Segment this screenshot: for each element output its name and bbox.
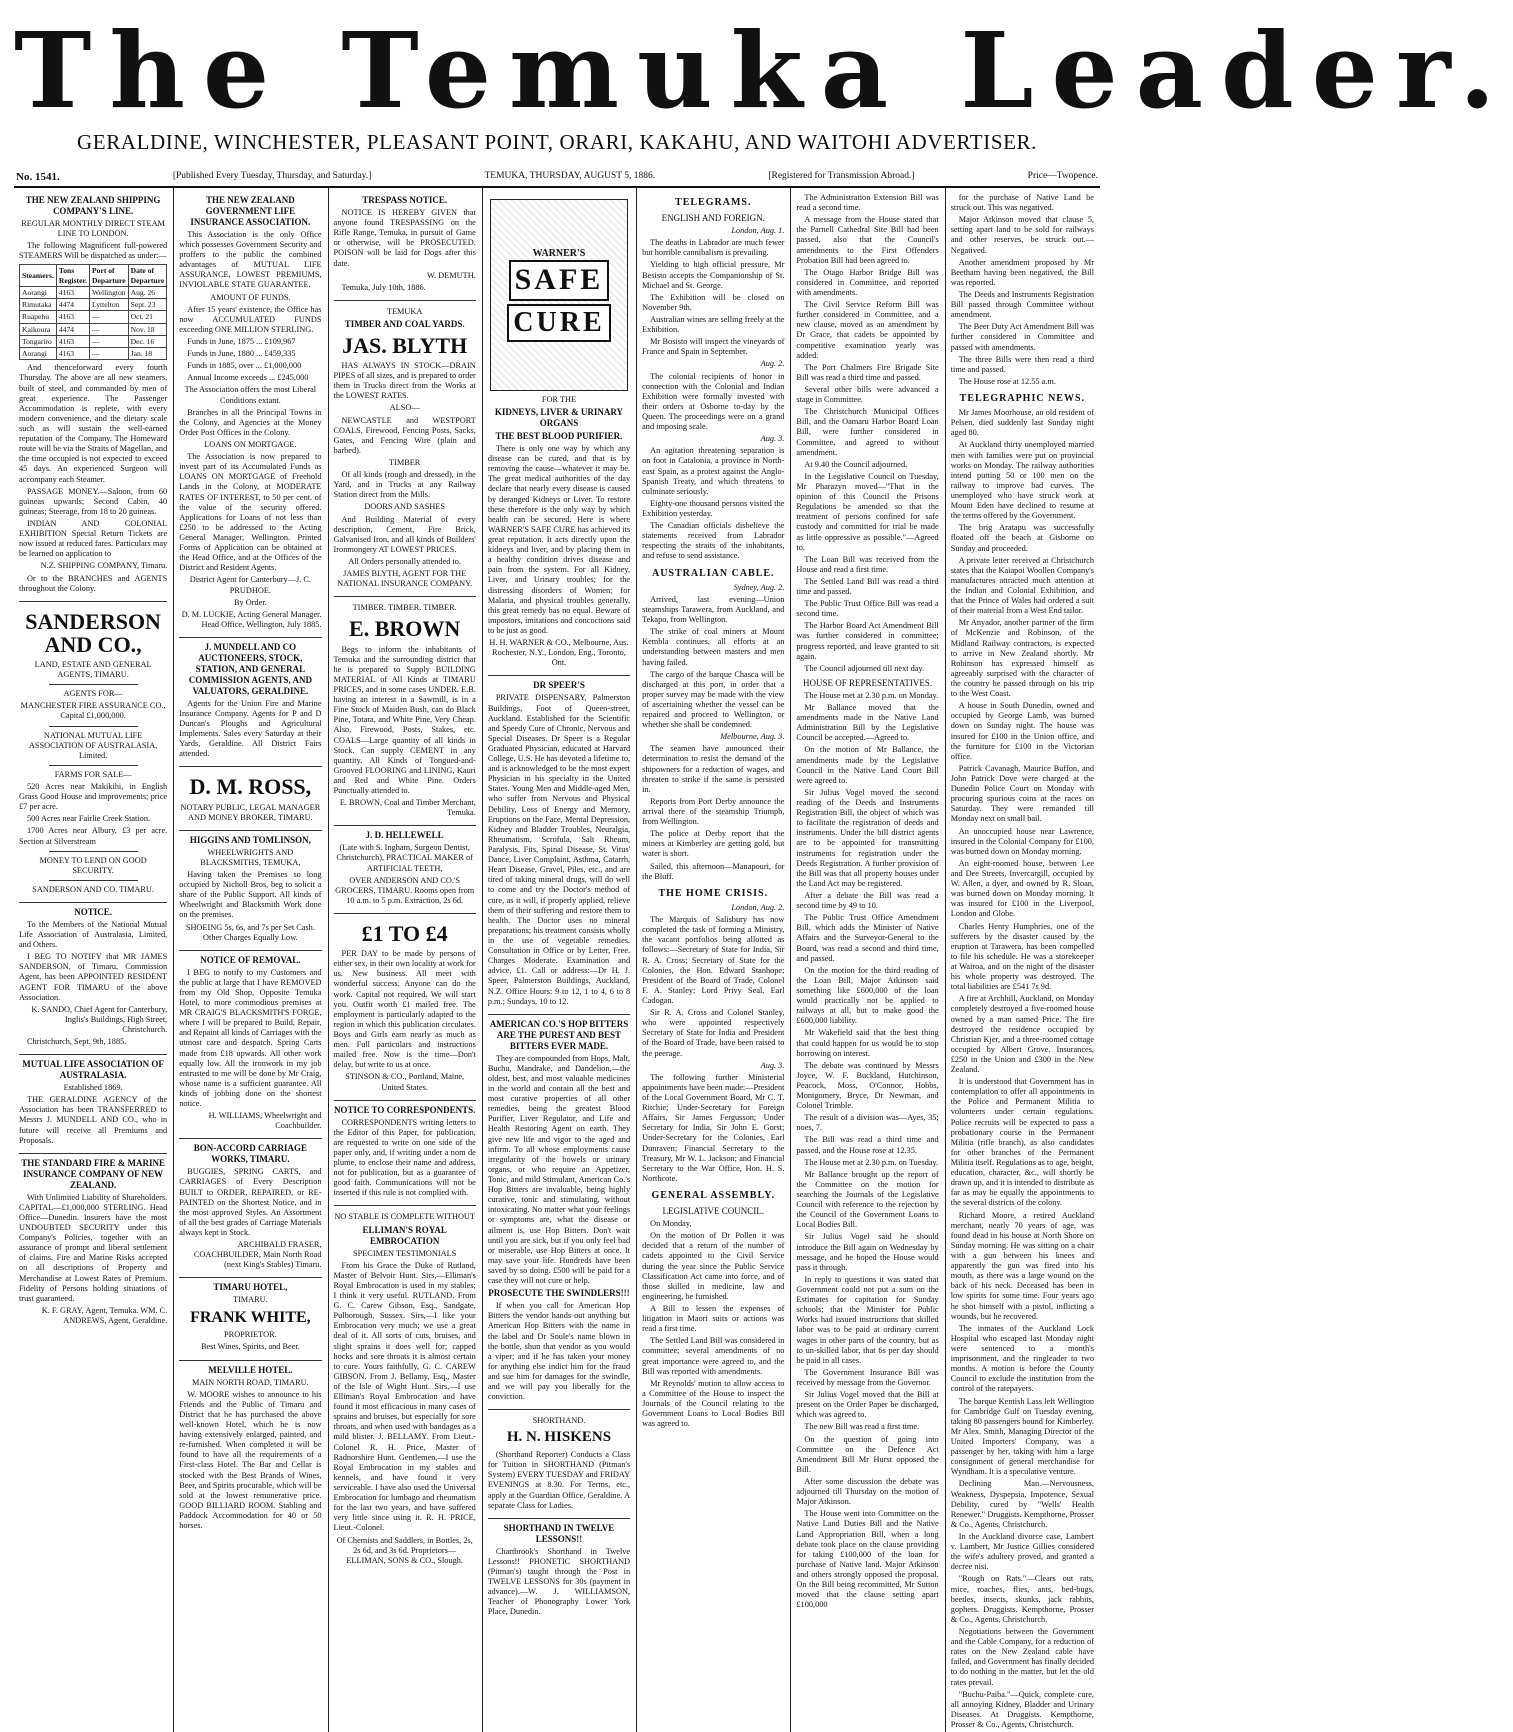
trespass-notice-ad [334, 191, 476, 301]
melville-hotel-ad [179, 1361, 321, 1539]
table-row [20, 348, 167, 360]
ad-text: I BEG to notify to my Customers and the public at large that I have REMOVED from my Old Shop, Opposite Temuka Hotel, to more commodious premises at MR CRAIG'S BLACKSMITH'S FORGE, where I will be prepared to Build, Repair, and Repaint all kinds of Carriages with the utmost care and despatch. Spring Carts made from £18 upwards. All other work equally low. All the ironwork in my job entrusted to me will be done by Mr Craig, whose name is a sufficient guarantee. All kinds of jobbing done on the shortest notice. [179, 967, 322, 1109]
news-paragraph: Patrick Cavanagh, Maurice Buffon, and John Patrick Dove were charged at the Dunedin Police Court on Monday with procuring spurious coins at the races on Saturday. They were remanded till Monday next on small bail. [950, 763, 1094, 824]
news-paragraph: The Civil Service Reform Bill was further considered in Committee, and a new clause, moved as an amendment by Dr Grace, that cadets be appointed by competitive examination yearly was added. [796, 300, 939, 360]
news-paragraph: In the Auckland divorce case, Lambert v. Lambert, Mr Justice Gillies considered the wife's adultery proved, and granted a decree nisi. [950, 1531, 1094, 1572]
section-heading: TELEGRAMS. [675, 197, 752, 208]
dateline [14, 163, 1100, 188]
ad-text: Agents for the Union Fire and Marine Insurance Company. Agents for P and D Duncan's Ploughs and Agricultural Implements. Sales every Saturday at their Yards, Geraldine. All District Fairs attended. [179, 698, 322, 759]
ad-text: Branches in all the Principal Towns in the Colony, and Agencies at the Money Order Post Offices in the Colony. [179, 407, 322, 437]
news-paragraph: The House rose at 12.55 a.m. [958, 376, 1056, 386]
ad-text: Funds in 1885, over ... £1,000,000 [187, 361, 302, 371]
ad-text: TIMBER. TIMBER. TIMBER. [352, 603, 457, 613]
news-paragraph: Reports from Port Derby announce the arrival there of the steamship Triumph, from Wellington. [642, 796, 785, 827]
ad-subtitle: TIMARU. [232, 1295, 268, 1305]
ad-subtitle: (Late with S. Ingham, Surgeon Dentist, Christchurch), PRACTICAL MAKER of ARTIFICIAL TEETH, [336, 843, 473, 873]
news-paragraph: A Bill to lessen the expenses of litigation in Maori suits or actions was read a first time. [642, 1303, 785, 1334]
news-paragraph: In the Legislative Council on Tuesday, Mr Pharazyn moved—"That in the opinion of this Council the Prisons Regulations be amended so that the treatment of persons confined for safe custody and committed for trial be made as little oppressive as possible."—Agreed to. [796, 471, 939, 552]
ad-subtitle: REGULAR MONTHLY DIRECT STEAM LINE TO LONDON. [21, 218, 165, 239]
ad-text: Chartbrook's Shorthand in Twelve Lessons!! PHONETIC SHORTHAND (Pitman's) taught through the Post in TWELVE LESSONS for 30s (payment in advance).—W. J. WILLIAMSON, Teacher of Phonography Lower York Place, Dunedin. [487, 1546, 631, 1617]
masthead-title: The Temuka Leader. [14, 9, 1513, 132]
news-paragraph: Arrived, last evening—Union steamships Tarawera, from Auckland, and Tekapo, from Wellington. [642, 594, 785, 625]
ad-text: From his Grace the Duke of Rutland, Master of Belvoir Hunt. Sirs,—Elliman's Royal Embrocation is used in my stables; I think it very useful. RUTLAND. From G. C. Carew Gibson, Esq., Sandgate, Pulborough, Sussex. Sirs,—I like your Embrocation very much; we use a great deal of it. All sorts of cuts, bruises, and slight sprains it does well for; capped hocks and sore throats it is almost certain to cure. Yours faithfully, G. C. CAREW GIBSON. From J. Bellamy, Esq., Master of the Isle of Wight Hunt. Sirs,—I use Elliman's Royal Embrocation and have found it most efficacious in many cases of sprains and bruises, but especially for sore throats, and when used with bandages as a mild blister. J. BELLAMY. From Lieut.-Colonel R. H. Price, Master of Radnorshire Hunt. Gentlemen,—I use the Royal Embrocation in my stables and kennels, and have found it very serviceable. I have also used the Universal Embrocation for lumbago and rheumatism for the last two years, and have suffered very little since using it. R. H. PRICE, Lieut.-Colonel. [333, 1260, 476, 1533]
ad-title: NOTICE OF REMOVAL. [200, 954, 301, 965]
news-paragraph: On the question of going into Committee on the Defence Act Amendment Bill Mr Hurst opposed the Bill. [796, 1434, 939, 1474]
ad-headline: D. M. ROSS, [189, 774, 312, 800]
section-subheading: HOUSE OF REPRESENTATIVES. [803, 677, 933, 688]
ad-headline: E. BROWN [349, 616, 461, 642]
ad-text: PROPRIETOR. [224, 1330, 277, 1340]
news-paragraph: The barque Kentish Lass left Wellington for Cambridge Gulf on Tuesday evening, taking 80 passengers bound for Kimberley. Mr Alex. Smith, Managing Director of the United Importers' Company, was a passenger by her, taking with him a large consignment of general merchandise for Wyndham. It is a speculative venture. [950, 1396, 1094, 1477]
ad-text: INDIAN AND COLONIAL EXHIBITION Special Return Tickets are now issued at reduced fares. Particulars may be learned on application to [19, 519, 168, 559]
column-6 [791, 188, 945, 1732]
news-paragraph: On the motion of Dr Pollen it was decided that a return of the number of cadets appointed to the Civil Service during the year since the Public Service Classification Act came into force, and of those skilled in medicine, law and engineering, be furnished. [642, 1231, 785, 1301]
ad-text: And thenceforward every fourth Thursday. The above are all new steamers, built of steel, and commanded by men of great experience. The Passenger Accommodation is replete, with every modern convenience, and the dietary scale such as will sustain the well-earned reputation of the Company. The Homeward route will be via the Straits of Magellan, and the time occupied is not expected to exceed 45 days. An experienced Surgeon will accompany each Steamer. [19, 363, 168, 484]
column-3 [329, 188, 483, 1732]
ad-title: SHORTHAND IN TWELVE LESSONS!! [503, 1522, 615, 1544]
news-paragraph: The three Bills were then read a third time and passed. [950, 354, 1094, 374]
ad-text: THE GERALDINE AGENCY of the Association has been TRANSFERRED to Messrs J. MUNDELL AND CO., who in future will receive all Premiums and Proposals. [19, 1095, 168, 1145]
ad-title: KIDNEYS, LIVER & URINARY ORGANS [494, 407, 624, 429]
hiskens-shorthand-ad [488, 1410, 630, 1519]
ad-headline: H. N. HISKENS [506, 1429, 612, 1446]
bon-accord-ad [179, 1139, 321, 1278]
ad-text: NO STABLE IS COMPLETE WITHOUT [334, 1212, 475, 1222]
ad-title: ELLIMAN'S ROYAL EMBROCATION [362, 1224, 447, 1246]
ad-text: The Association offers the most Liberal Conditions extant. [184, 385, 317, 405]
news-paragraph: Sir Julius Vogel moved that the Bill at present on the Order Paper be discharged, which was agreed to. [796, 1390, 939, 1420]
removal-notice-ad [179, 951, 321, 1140]
ad-text: 1700 Acres near Albury, £3 per acre. Section at Silverstream [19, 826, 168, 846]
ad-text: Begs to inform the inhabitants of Temuka and the surrounding district that he is prepared to Supply BUILDING MATERIAL of All Kinds at TIMARU PRICES, and in some cases UNDER. E.B. having an interest in a Sawmill, is in a Fine Stock of Maiden Bush, can do Black Pine, Totara, and White Pine, Very Cheap. Also, Firewood, Posts, Stakes, etc. COALS—Large quantity of all kinds in Stock. Can supply CEMENT in any quantity. All Kinds of Tongued-and-Grooved FLOORING and LINING, Kauri and Red and White Pine. Orders Punctually attended to. [333, 644, 476, 796]
news-paragraph: Mr Bosisto will inspect the vineyards of France and Spain in September. [642, 337, 785, 357]
ad-text: SHORTHAND. [532, 1416, 586, 1426]
news-dateline: Aug. 2. [760, 359, 785, 369]
steamer-schedule-table [19, 264, 167, 360]
ad-title: THE NEW ZEALAND SHIPPING COMPANY'S LINE. [25, 195, 161, 216]
schedule-header-cell: Tons Register. [56, 265, 89, 287]
mutual-life-ad [19, 1055, 167, 1154]
news-paragraph: On Monday, [650, 1219, 692, 1229]
news-paragraph: Sir R. A. Cross and Colonel Stanley, who were appointed respectively Secretary of State for India and President of the Board of Trade, have been raised to the peerage. [642, 1008, 785, 1058]
ad-title: THE NEW ZEALAND GOVERNMENT LIFE INSURANCE ASSOCIATION. [190, 195, 311, 227]
ad-signature: W. DEMUTH. [427, 270, 476, 280]
news-paragraph: An unoccupied house near Lawrence, insured in the Colonial Company for £100, was burned down on Monday morning. [950, 826, 1094, 856]
hop-bitters-ad [488, 1015, 630, 1410]
news-paragraph: The colonial recipients of honor in connection with the Colonial and Indian Exhibition were formally invested with their orders at Osborne to-day by the Queen. The proceedings were on a grand and imposing scale. [642, 371, 785, 432]
schedule-cell: — [90, 311, 129, 323]
news-paragraph: Mr Wakefield said that the best thing that could happen for us would be to stop borrowing on interest. [796, 1028, 939, 1058]
news-dateline: Melbourne, Aug. 3. [720, 732, 785, 742]
ad-signature: Of Chemists and Saddlers, in Bottles, 2s, 2s 6d, and 3s 6d. Proprietors—ELLIMAN, SONS & CO., Slough. [336, 1535, 473, 1565]
ad-signature: JAMES BLYTH, AGENT FOR THE NATIONAL INSURANCE COMPANY. [337, 569, 473, 589]
schedule-cell: — [90, 323, 129, 335]
news-paragraph: After a debate the Bill was read a second time by 49 to 10. [796, 890, 939, 911]
ad-text: PASSAGE MONEY.—Saloon, from 60 guineas upwards; Second Cabin, 40 guineas; Steerage, from 18 to 20 guineas. [19, 486, 168, 516]
ad-text: After 15 years' existence, the Office has now ACCUMULATED FUNDS exceeding ONE MILLION STERLING. [179, 304, 322, 334]
schedule-cell: — [90, 335, 129, 347]
higgins-ad [179, 831, 321, 951]
ad-signature: H. H. WARNER & CO., Melbourne, Aus. Rochester, N.Y., London, Eng., Toronto, Ont. [489, 638, 629, 668]
ad-subtitle: MAIN NORTH ROAD, TIMARU. [192, 1377, 309, 1387]
schedule-cell: Lyttelton [90, 299, 129, 311]
news-paragraph: The following further Ministerial appointments have been made:—President of the Local Government Board, Mr C. T. Ritchie; Under-Secretary for Foreign Affairs, Sir James Fergusson; Under Secretary for India, Sir John E. Gorst; Under-Secretary for the Colonies, Earl Dunraven; Financial Secretary to the Treasury, Mr W. L. Jackson; and Financial Secretary to the War Office, Hon. H. S. Northcote. [642, 1072, 785, 1183]
bottle-label-cure: CURE [507, 304, 610, 342]
ad-text: 500 Acres near Fairlie Creek Station. [27, 814, 151, 824]
ad-text: PER DAY to be made by persons of either sex, in their own locality at work for us. New business. All meet with wonderful success. Anyone can do the work. Capital not required. We will start you. Outfit worth £1 mailed free. The employment is particularly adapted to the region in which this publication circulates. Boys and Girls earn nearly as much as men. Full particulars and instructions mailed free. Now is the time—Don't delay, but write to us at once. [333, 949, 476, 1070]
ad-text: HAS ALWAYS IN STOCK—DRAIN PIPES of all sizes, and is prepared to order them in Trucks direct from the Works at the LOWEST RATES. [333, 361, 476, 401]
news-paragraph: In reply to questions it was stated that Government could not put a sum on the Estimates for capitation for Sunday schools; that the Minister for Public Works had issued instructions that skilled labor was to be paid at ordinary current wages in other parts of the country, but as to un-skilled labor, that 6s per day should be paid in all cases. [796, 1274, 939, 1365]
schedule-cell: Rimutaka [20, 299, 57, 311]
column-1 [14, 188, 174, 1732]
schedule-cell: Aorangi [20, 286, 57, 298]
mundell-ad [179, 638, 321, 768]
column-5 [637, 188, 791, 1732]
ad-text: (Shorthand Reporter) Conducts a Class for Tuition in SHORTHAND (Pitman's System) EVERY TUESDAY and FRIDAY EVENINGS at 8.30. For Terms, etc., apply at the Guardian Office, Geraldine. A separate Class for Ladies. [487, 1450, 631, 1510]
schedule-cell: Oct. 21 [128, 311, 167, 323]
section-subheading: LEGISLATIVE COUNCIL. [662, 1206, 764, 1217]
ad-signature: E. BROWN, Coal and Timber Merchant, Temuka. [339, 798, 476, 818]
ad-title: MUTUAL LIFE ASSOCIATION OF AUSTRALASIA. [22, 1059, 164, 1081]
ad-text: TEMUKA [386, 306, 423, 316]
ad-headline: SANDERSON AND CO., [25, 608, 161, 657]
ad-text: W. MOORE wishes to announce to his Friends and the Public of Timaru and District that he has purchased the above well-known Hotel, which he is now having extensively enlarged, painted, and re-furnished. When completed it will be found to have all the requirements of a First-class Hotel. The Bar and Cellar is stocked with the Best Brands of Wines, Beer, and Spirits procurable, which will be sold at the lowest remunerative price. GOOD BILLIARD ROOM. Stabling and Paddock Accommodation for 40 or 50 horses. [179, 1389, 322, 1531]
ad-text: Of all kinds (rough and dressed), in the Yard, and in Trucks at any Railway Station direct from the Mills. [333, 470, 476, 500]
ad-title: NOTICE TO CORRESPONDENTS. [333, 1104, 476, 1115]
schedule-cell: Kaikoura [20, 323, 57, 335]
warner-safe-cure-ad [488, 191, 630, 676]
table-row [20, 299, 167, 311]
ad-text: MONEY TO LEND ON GOOD SECURITY. [39, 855, 147, 875]
news-paragraph: The Exhibition will be closed on November 9th. [642, 292, 785, 312]
schedule-cell: Jan. 18 [128, 348, 167, 360]
news-paragraph: The House went into Committee on the Native Land Duties Bill and the Native Land Appropriation Bill, when a long debate took place on the clause providing for taking £100,000 of the loan for purchase of Native land. Major Atkinson and others strongly opposed the proposal. On the Bill being recommitted, Mr Sutton moved that the clause setting apart £100,000 [796, 1509, 939, 1610]
news-paragraph: The debate was continued by Messrs Joyce, W. F. Buckland, Hutchinson, Peacock, Moss, O'Connor, Hobbs, Montgomery, Bryce, Dr Newman, and Colonel Trimble. [796, 1060, 939, 1111]
ad-title: J. D. HELLEWELL [365, 830, 444, 841]
news-paragraph: Mr Reynolds' motion to allow access to a Committee of the House to inspect the Journals of the Council relating to the Government Loans to Local Bodies Bill was agreed to. [642, 1378, 785, 1429]
ad-text: MANCHESTER FIRE ASSURANCE CO., Capital £1,000,000. [20, 701, 166, 721]
news-paragraph: The Deeds and Instruments Registration Bill passed through Committee without amendment. [950, 289, 1094, 320]
ad-subtitle: LAND, ESTATE AND GENERAL AGENTS, TIMARU. [34, 659, 152, 680]
ad-text: Funds in June, 1880 ... £459,335 [187, 349, 296, 359]
ad-signature: STINSON & CO., Portland, Maine, United States. [345, 1072, 465, 1092]
ad-text: Established 1869. [63, 1083, 123, 1093]
ad-text: To the Members of the National Mutual Life Association of Australasia, Limited, and Others. [19, 919, 168, 950]
ad-text: All Orders personally attended to. [348, 556, 461, 566]
ad-text: 520 Acres near Makikihi, in English Grass Good House and improvements; price £7 per acre. [19, 781, 168, 812]
news-paragraph: Negotiations between the Government and the Cable Company, for a reduction of rates on the New Zealand cable have failed, and Government has finally decided to do nothing in the matter, but let the old rates prevail. [950, 1626, 1095, 1687]
table-row [20, 335, 167, 347]
schedule-header-cell: Steamers. [20, 265, 57, 287]
news-paragraph: The Harbor Board Act Amendment Bill was further considered in committee; progress reported, and leave granted to sit again. [796, 621, 939, 661]
news-paragraph: The Otago Harbor Bridge Bill was considered in Committee, and reported with amendments. [796, 267, 939, 297]
schedule-cell: Nov. 18 [128, 323, 167, 335]
news-paragraph: Richard Moore, a retired Auckland merchant, nearly 70 years of age, was found dead in his house at North Shore on Sunday morning. He was sitting on a chair with a gun between his knees and apparently the gun was fired into his mouth, as there was a large wound on the back of his neck. Deceased has been in low spirits for some time. Four years ago he shot himself with a pistol, inflicting a wounds, but he recovered. [950, 1210, 1094, 1321]
table-row [20, 286, 167, 298]
schedule-cell: Ruapehu [20, 311, 57, 323]
ad-title: DR SPEER'S [533, 680, 585, 691]
issue-number: No. 1541. [16, 171, 60, 183]
section-subheading: ENGLISH AND FOREIGN. [661, 213, 765, 224]
news-paragraph: A fire at Archhill, Auckland, on Monday completely destroyed a five-roomed house owned by a man named Price. The fire destroyed the residence occupied by Christian Kjer, and a three-roomed cottage occupied by Albert Grove. Insurances, £250 in the Union and £300 in the New Zealand. [950, 994, 1094, 1075]
news-paragraph: An agitation threatening separation is on foot in Catalonia, a province in North-east Spain, as a protest against the Anglo-Spanish Treaty, and which threatens to culminate seriously. [642, 446, 785, 496]
ad-title: AMERICAN CO.'S HOP BITTERS ARE THE PUREST AND BEST BITTERS EVER MADE. [489, 1018, 629, 1051]
ad-text: The following Magnificent full-powered STEAMERS Will be dispatched as under:— [19, 241, 168, 261]
bottle-label-safe: SAFE [509, 260, 610, 301]
stinson-ad [334, 914, 476, 1101]
ad-text: NATIONAL MUTUAL LIFE ASSOCIATION OF AUSTRALASIA, Limited. [28, 730, 158, 760]
ad-text: Funds in June, 1875 ... £109,967 [187, 337, 296, 346]
news-paragraph: The brig Aratapu was successfully floated off the beach at Gisborne on Sunday and proceeded. [950, 523, 1094, 553]
ad-subtitle: LOANS ON MORTGAGE. [204, 439, 297, 449]
ad-subtitle: TIMBER [388, 458, 421, 467]
news-paragraph: It is understood that Government has in contemplation to offer all appointments in the Police and Permanent Militia to volunteers under certain regulations. Police recruits will be expected to pass a probationary course in the Permanent Militia (rifle branch), as also candidates for other branches of the Permanent Militia itself. Regulations as to age, height, education, character, &c., will shortly be drawn up, and it is intended to distribute as far as may be equally the appointments to the several districts of the colony. [950, 1077, 1094, 1208]
news-paragraph: Mr James Moorhouse, an old resident of Pelsen, died suddenly last Sunday night aged 80. [950, 408, 1094, 438]
news-paragraph: The Council adjourned till next day. [804, 663, 925, 673]
news-paragraph: The strike of coal miners at Mount Kembla continues, all efforts at an understanding between masters and men having failed. [642, 627, 785, 667]
news-paragraph: The Canadian officials disbelieve the statements received from Labrador respecting the straits of the inhabitants, and refuse to send assistance. [642, 521, 785, 561]
schedule-cell: Aorangi [20, 348, 57, 360]
section-heading: THE HOME CRISIS. [658, 887, 769, 899]
news-paragraph: After some discussion the debate was adjourned till Thursday on the motion of Major Atkinson. [796, 1476, 939, 1507]
standard-insurance-ad [19, 1154, 167, 1333]
ad-title: PROSECUTE THE SWINDLERS!!! [488, 1288, 630, 1299]
news-paragraph: "Rough on Rats."—Clears out rats, mice, roaches, flies, ants, bed-bugs, beetles, insects, skunks, jack rabbits, gophers. Druggists. Kempthorne, Prosser & Co., Agents, Christchurch. [950, 1574, 1094, 1624]
ad-text: OVER ANDERSON AND CO.'S GROCERS, TIMARU. Rooms open from 10 a.m. to 5 p.m. Extraction, 2s 6d. [335, 875, 475, 905]
twelve-lessons-ad [488, 1519, 630, 1625]
ad-text: AGENTS FOR— [63, 689, 123, 699]
news-paragraph: The seamen have announced their determination to resist the demand of the shipowners for a reduction of wages, and threaten to strike if the same is persisted in. [642, 744, 785, 794]
schedule-cell: Tongariro [20, 335, 57, 347]
news-paragraph: A private letter received at Christchurch states that the Kaiapoi Woollen Company's manufactures attracted much attention at the Indian and Colonial Exhibition, and that the Prince of Wales had ordered a suit of their material from a West End tailor. [950, 555, 1094, 616]
ad-text: The Association is now prepared to invest part of its Accumulated Funds as LOANS ON MORTGAGE of Freehold Lands in the Colony, at MODERATE RATES OF INTEREST, to 50 per cent. of the value of the security offered. Applications for Loans of not less than £250 to be addressed to the Acting General Manager, Wellington. Printed Forms of Application can be obtained at the Head Office, and at the Offices of the District and Resident Agents. [179, 452, 322, 573]
news-paragraph: The cargo of the barque Chasca will be discharged at this port, in order that a proper survey may be made with the view of ascertaining whether the vessel can be repaired and proceed to Wellington, or whether she shall be condemned. [642, 669, 785, 730]
news-paragraph: The Government Insurance Bill was received by message from the Governor. [796, 1367, 939, 1387]
blyth-ad [334, 301, 476, 597]
news-paragraph: Declining Man.—Nervousness, Weakness, Dyspepsia, Impotence, Sexual Debility, cured by "Wells' Health Renewer." Druggists. Kempthorne, Prosser & Co., Agents, Christchurch. [950, 1479, 1094, 1529]
news-paragraph: A message from the House stated that the Parnell Cathedral Site Bill had been passed, also that the Council's amendments to the First Offenders Probation Bill had been agreed to. [796, 215, 939, 265]
ad-text: CORRESPONDENTS writing letters to the Editor of this Paper, for publication, are requested to write on one side of the paper only, and, if writing under a nom de plume, to enclose their name and address, not for publication, but as a guarantee of good faith. Communications will not be inserted if this rule is not complied with. [333, 1117, 476, 1198]
news-paragraph: The House met at 2.30 p.m. on Monday. [804, 690, 939, 700]
news-paragraph: Yielding to high official pressure, Mr Besisto accepts the Companionship of St. Michael and St. George. [642, 260, 785, 290]
ad-text: BUGGIES, SPRING CARTS, and CARRIAGES of Every Description BUILT to ORDER, REPAIRED, or RE-PAINTED on the Shortest Notice, and in the most approved Styles. An Assortment of all the best grades of Carriage Materials always kept in Stock. [179, 1167, 322, 1238]
news-paragraph: Mr Ballance brought up the report of the Committee on the motion for searching the Journals of the Legislative Council with reference to the rejection by the Council of the Government Loans to Local Bodies Bill. [796, 1169, 939, 1230]
issue-date: TEMUKA, THURSDAY, AUGUST 5, 1886. [484, 171, 656, 181]
ad-text: ALSO— [389, 403, 420, 413]
news-paragraph: The Administration Extension Bill was read a second time. [796, 193, 939, 213]
news-dateline: Aug. 3. [760, 434, 785, 444]
news-paragraph: Eighty-one thousand persons visited the Exhibition yesterday. [642, 498, 785, 518]
ad-text: Having taken the Premises so long occupied by Nicholl Bros, beg to solicit a share of the Public Support. All kinds of Wheelwright and Blacksmith Work done on the premises. [179, 869, 322, 920]
price: Price—Twopence. [1027, 171, 1098, 181]
ad-text: With Unlimited Liability of Shareholders. CAPITAL—£1,000,000 STERLING. Head Office—Dunedin. Insurers have the most UNDOUBTED SECURITY under this Company's Policies, together with an assurance of prompt and liberal settlement of claims. Fire and Marine Risks accepted on all descriptions of Property and Merchandise at Lowest Rates of Premium. Fidelity of Persons holding situations of trust guaranteed. [19, 1192, 168, 1303]
ad-subtitle: AMOUNT OF FUNDS. [210, 292, 291, 302]
bottle-label-top: WARNER'S [532, 248, 586, 260]
news-paragraph: The Public Trust Office Amendment Bill, which adds the Minister of Native Affairs and the Surveyor-General to the Board, was read a second and third time, and passed. [796, 913, 939, 963]
ad-text: If when you call for American Hop Bitters the vendor hands out anything but American Hop Bitters with the name in the label and Dr Soule's name blown in the bottle, shun that vendor as you would a viper; and if he has taken your money for anything else indict him for the fraud and sue him for damages for the swindle, and we will pay you liberally for the conviction. [487, 1301, 631, 1402]
news-paragraph: On the motion for the third reading of the Loan Bill, Major Atkinson said something like £600,000 of the loan would practically not be applied to railways at all, but to make good the £600,000 liability. [796, 965, 939, 1026]
ad-title: J. MUNDELL AND CO AUCTIONEERS, STOCK, STATION, AND GENERAL COMMISSION AGENTS, AND VALUATORS, GERALDINE. [188, 641, 312, 696]
news-paragraph: The police at Derby report that the miners at Kimberley are getting gold, but water is short. [642, 829, 785, 859]
news-paragraph: Sir Julius Vogel said he should introduce the Bill again on Wednesday by message, and he hoped the House would pass it through. [796, 1232, 939, 1272]
news-paragraph: The deaths in Labrador are much fewer but horrible cannibalism is prevailing. [642, 238, 785, 258]
hellewell-ad [334, 826, 476, 914]
column-2 [174, 188, 328, 1732]
timaru-hotel-ad [179, 1278, 321, 1360]
news-paragraph: The new Bill was read a first time. [804, 1422, 920, 1432]
ad-signature: ARCHIBALD FRASER, COACHBUILDER, Main North Road (next King's Stables) Timaru. [193, 1240, 322, 1270]
news-paragraph: A house in South Dunedin, owned and occupied by George Lamb, was burned down on Sunday night. The house was insured for £100 in the Union office, and the furniture for £100 in the Victorian office. [950, 701, 1094, 761]
news-paragraph: The Beer Duty Act Amendment Bill was further considered in Committee and passed with amendments. [950, 322, 1094, 352]
news-paragraph: Sailed, this afternoon—Manapouri, for the Bluff. [642, 861, 785, 881]
govt-insurance-ad [179, 191, 321, 638]
news-paragraph: At 9.40 the Council adjourned. [804, 459, 908, 469]
ross-ad [179, 767, 321, 830]
news-paragraph: The inmates of the Auckland Lock Hospital who escaped last Monday night were sentenced to a month's imprisonment, and the ringleader to two months. A motion is before the County Council to exclude the institution from the control of the ratepayers. [950, 1323, 1094, 1394]
news-paragraph: Major Atkinson moved that clause 5, setting apart land to be sold for railways and other reserves, be struck out.—Negatived. [950, 215, 1094, 255]
news-paragraph: The House met at 2.30 p.m. on Tuesday. [804, 1157, 939, 1167]
publication-schedule: [Published Every Tuesday, Thursday, and Saturday.] [172, 171, 372, 181]
elliman-ad [334, 1206, 476, 1572]
news-paragraph: for the purchase of Native Land be struck out. This was negatived. [950, 193, 1094, 213]
ad-text: I BEG TO NOTIFY that MR JAMES SANDERSON, of Timaru, Commission Agent, has been APPOINTED RESIDENT AGENT FOR TIMARU of the above Association. [19, 952, 168, 1002]
ad-text: FARMS FOR SALE— [54, 769, 132, 779]
news-paragraph: At Auckland thirty unemployed married men with families were put on provincial works on Monday. The railway authorities intend putting 50 or 100 men on the railway to improve bad curves. The unemployed who have struck work at Mount Eden have declined to resume at the terms offered by the Government. [950, 440, 1094, 521]
ad-signature: K. F. GRAY, Agent, Temuka. WM. C. ANDREWS, Agent, Geraldine. [41, 1305, 168, 1326]
ad-text: This Association is the only Office which possesses Government Security and proffers to the public the combined advantages of MUTUAL LIFE ASSURANCE, LOWEST PREMIUMS, INVIOLABLE STATE GUARANTEE. [179, 229, 322, 290]
news-dateline: Aug. 3. [760, 1060, 785, 1070]
table-row [20, 323, 167, 335]
schedule-cell: Sept. 23 [128, 299, 167, 311]
ad-subtitle: WHEELWRIGHTS AND BLACKSMITHS, TEMUKA, [200, 847, 301, 867]
news-paragraph: The Settled Land Bill was read a third time and passed. [796, 576, 939, 597]
ad-text: FOR THE [541, 395, 577, 404]
ad-text: NOTICE IS HEREBY GIVEN that anyone found TRESPASSING on the Rifle Range, Temuka, in pursuit of Game or otherwise, will be PROSECUTED. POISON will be laid for Dogs after this date. [333, 207, 476, 268]
ad-title: TIMBER AND COAL YARDS. [344, 318, 465, 329]
ad-subtitle: DOORS AND SASHES [364, 502, 445, 512]
news-paragraph: The Port Chalmers Fire Brigade Site Bill was read a third time and passed. [796, 362, 939, 382]
schedule-header-cell: Date of Departure [128, 265, 167, 287]
ad-text: Christchurch, Sept. 9th, 1885. [27, 1037, 127, 1047]
dr-speer-ad [488, 676, 630, 1014]
ad-headline: FRANK WHITE, [190, 1308, 311, 1326]
ad-text: Temuka, July 10th, 1886. [341, 282, 426, 292]
ad-text: SHOEING 5s, 6s, and 7s per Set Cash. Other Charges Equally Low. [185, 922, 315, 942]
ad-title: THE STANDARD FIRE & MARINE INSURANCE COMPANY OF NEW ZEALAND. [21, 1157, 166, 1190]
brown-ad [334, 597, 476, 826]
news-paragraph: Mr Ballance moved that the amendments made in the Native Land Administration Bill by the Legislative Council be accepted.—Agreed to. [796, 703, 939, 743]
ad-text: By Order. [234, 597, 267, 607]
column-4 [483, 188, 637, 1732]
schedule-cell: — [90, 348, 129, 360]
ad-text: Best Wines, Spirits, and Beer. [200, 1342, 300, 1352]
news-paragraph: The Marquis of Salisbury has now completed the task of forming a Ministry, the vacant portfolios being allotted as follows:—Secretary of State for India, Sir R. A. Cross; Secretary of State for the Colonies, the Hon. Edward Stanhope; President of the Board of Trade, Colonel F. A. Stanley; Lord Privy Seal, Earl Cadogan. [642, 915, 785, 1005]
nz-shipping-ad [19, 191, 167, 602]
schedule-cell: 4163 [56, 286, 89, 298]
news-paragraph: An eight-roomed house, between Lee and Dee Streets, Invercargill, occupied by W. Allen, a dyer, and owned by R. Sloan, was burned down on Monday morning. It was insured for £100 in the Liverpool, London and Globe. [950, 858, 1094, 919]
news-paragraph: "Buchu-Paiba."—Quick, complete cure, all annoying Kidney, Bladder and Urinary Diseases. At Druggists. Kempthorne, Prosser & Co., Agents, Christchurch. [950, 1689, 1094, 1729]
news-paragraph: The Bill was read a third time and passed, and the House rose at 12.35. [796, 1135, 939, 1155]
ad-title: TRESPASS NOTICE. [362, 195, 448, 205]
news-paragraph: The Christchurch Municipal Offices Bill, and the Oamaru Harbor Board Loan Bill, were further considered in Committee, and agreed to without amendment. [796, 407, 939, 457]
ad-text: Or to the BRANCHES and AGENTS throughout the Colony. [19, 573, 168, 593]
registration-note: [Registered for Transmission Abroad.] [768, 171, 915, 181]
schedule-cell: 4474 [56, 323, 89, 335]
ad-subtitle: NOTARY PUBLIC, LEGAL MANAGER AND MONEY BROKER, TIMARU. [180, 802, 321, 822]
ad-headline: JAS. BLYTH [342, 332, 468, 358]
ad-signature: K. SANDO, Chief Agent for Canterbury, Inglis's Buildings, High Street, Christchurch. [31, 1004, 168, 1034]
news-paragraph: Sir Julius Vogel moved the second reading of the Deeds and Instruments Registration Bill, the object of which was to facilitate the registration of deeds and instruments. Under the bill district agents are to be appointed for transmitting instruments for registration under the Deeds Registration. A further provision of the Bill was that all property houses under the Land Act may be registered. [796, 787, 939, 888]
news-paragraph: The Public Trust Office Bill was read a second time. [796, 599, 939, 619]
bottle-illustration [490, 199, 628, 391]
schedule-cell: Wellington [90, 286, 129, 298]
notice-ad [19, 903, 167, 1055]
ad-text: They are compounded from Hops, Malt, Buchu, Mandrake, and Dandelion,—the oldest, best, and most valuable medicines in the world and contain all the best and most curative properties of all other remedies, being the greatest Blood Purifier, Liver Regulator, and Life and Health Restoring Agent on earth. They give new life and vigor to the aged and infirm. To all whose employments cause irregularity of the bowels or urinary organs, or who require an Appetizer, Tonic, and mild Stimulant, American Co.'s Hop Bitters are invaluable, being highly curative, tonic and stimulating, without intoxicating. No matter what your feelings or symptoms are, what the disease or ailment is, use Hop Bitters. Don't wait until you are sick, but if you only feel bad or miserable, use Hop Bitters at once. It may save your life. Hundreds have been saved by so doing. £500 will be paid for a case they will not cure or help. [487, 1053, 631, 1286]
schedule-cell: 4163 [56, 311, 89, 323]
schedule-cell: 4163 [56, 348, 89, 360]
ad-title: TIMARU HOTEL, [213, 1282, 288, 1293]
section-heading: GENERAL ASSEMBLY. [651, 1189, 776, 1201]
ad-text: And Building Material of every description, Cement, Fire Brick, Galvanised Iron, and all kinds of Builders' Ironmongery AT LOWEST PRICES. [333, 514, 476, 554]
correspondents-notice [334, 1101, 476, 1207]
schedule-cell: Dec. 16 [128, 335, 167, 347]
ad-signature: SANDERSON AND CO. TIMARU. [32, 884, 154, 894]
ad-text: NEWCASTLE and WESTPORT COALS, Firewood, Fencing Posts, Sacks, Gates, and Fencing Wire (plain and barbed). [333, 415, 476, 455]
news-paragraph: The result of a division was—Ayes, 35; noes, 7. [796, 1113, 939, 1133]
section-heading: TELEGRAPHIC NEWS. [959, 392, 1086, 404]
ad-title: THE BEST BLOOD PURIFIER. [495, 431, 623, 442]
ad-text: District Agent for Canterbury—J. C. PRUDHOE. [189, 575, 311, 595]
schedule-header-cell: Port of Departure [90, 265, 129, 287]
ad-text: PRIVATE DISPENSARY, Palmerston Buildings, Foot of Queen-street, Auckland. Established for the Scientific and Speedy Cure of Chronic, Nervous and Special Diseases. Dr Speer is a Regular Graduated Physician, educated at Harvard College, U.S. He has devoted a lifetime to, and is acknowledged to be the most expert Physician in his specialty in the United States. Young Men and Middle-aged Men, who suffer from Nervous and Physical Debility, Loss of Energy and Memory, Eruptions on the Face, Mental Depression, Kidney and Bladder Troubles, Neuralgia, Rheumatism, Scrofula, Salt Rheum, Paralysis, Fits, Spinal Disease, St. Vitus' Dance, Liver Complaint, Asthma, Catarrh, Heart Disease, Gravel, Piles, etc., and are tired of taking mineral drugs, will do well to come and try the Doctor's method of cure, as it will, if properly applied, relieve them of their suffering and restore them to health. The Doctor uses no mineral preparations; his treatment consists wholly in the use of vegetable remedies. Consultation in Office or by Letter, Free. Charges Moderate. Examination and advice, £1. Call or address:—Dr H. J. Speer, Palmerston Buildings, Auckland, N.Z. Office Hours: 9 to 12, 1 to 4, 6 to 8 p.m.; Sundays, 10 to 12. [487, 693, 631, 1006]
news-paragraph: Another amendment proposed by Mr Beetham having been negatived, the Bill was reported. [950, 257, 1094, 287]
ad-headline: £1 TO £4 [361, 921, 448, 946]
ad-title: BON-ACCORD CARRIAGE WORKS, TIMARU. [193, 1143, 307, 1165]
ad-title: NOTICE. [74, 906, 112, 917]
sanderson-ad [19, 602, 167, 903]
column-7 [946, 188, 1100, 1732]
table-row [20, 311, 167, 323]
news-paragraph: Several other bills were advanced a stage in Committee. [796, 384, 939, 405]
schedule-cell: Aug. 26 [128, 286, 167, 298]
section-heading: AUSTRALIAN CABLE. [651, 567, 775, 579]
news-paragraph: Charles Henry Humphries, one of the sufferers by the disaster caused by the eruption at Tarawera, has been compelled to file his schedule. He was a storekeeper at Wairoa, and on the night of the disaster his whole property was destroyed. The total liabilities are £541 7s 9d. [950, 921, 1094, 992]
news-dateline: Sydney, Aug. 2. [733, 582, 785, 592]
ad-text: There is only one way by which any disease can be cured, and that is by removing the cause—whatever it may be. The great medical authorities of the day declare that nearly every disease is caused by deranged Kidneys or Liver. To restore these therefore is the only way by which health can be secured. Here is where WARNER'S SAFE CURE has achieved its great reputation. It acts directly upon the kidneys and liver, and by placing them in a healthy condition drives disease and pain from the system. For all Kidney, Liver, and Urinary troubles; for the distressing disorders of Women; for Malaria, and physical troubles generally, this great remedy has no equal. Beware of impostors, imitations and concoctions said to be just as good. [487, 444, 631, 635]
schedule-cell: 4163 [56, 335, 89, 347]
ad-signature: D. M. LUCKIE, Acting General Manager. Head Office, Wellington, July 1885. [181, 609, 322, 629]
news-paragraph: On the motion of Mr Ballance, the amendments made by the Legislative Council in the Native Land Court Bill were agreed to. [796, 745, 939, 785]
news-dateline: London, Aug. 1. [731, 226, 785, 236]
ad-signature: H. WILLIAMS, Wheelwright and Coachbuilder. [208, 1111, 322, 1131]
news-paragraph: Mr Anyador, another partner of the firm of McKenzie and Robinson, of the Midland Railway contractors, is expected to arrive in New Zealand shortly. Mr Robinson has expressed himself as agreeably surprised with the character of the country he passed through on his trip to the West Coast. [950, 618, 1094, 699]
masthead-subtitle: GERALDINE, WINCHESTER, PLEASANT POINT, ORARI, KAKAHU, AND WAITOHI ADVERTISER. [77, 130, 1037, 154]
ad-title: MELVILLE HOTEL. [208, 1364, 293, 1375]
column-grid [14, 188, 1100, 1729]
ad-title: HIGGINS AND TOMLINSON, [189, 834, 311, 845]
news-dateline: London, Aug. 2. [731, 902, 785, 912]
news-paragraph: The Loan Bill was received from the House and read a first time. [796, 554, 939, 574]
ad-signature: N.Z. SHIPPING COMPANY, Timaru. [40, 561, 168, 571]
ad-subtitle: SPECIMEN TESTIMONIALS [352, 1248, 457, 1258]
ad-text: Annual Income exceeds ... £245,000 [187, 373, 309, 383]
news-paragraph: Australian wines are selling freely at the Exhibition. [642, 315, 785, 335]
schedule-cell: 4474 [56, 299, 89, 311]
news-paragraph: The Settled Land Bill was considered in committee; several amendments of no great importance were agreed to, and the Bill was reported with amendments. [642, 1336, 785, 1376]
